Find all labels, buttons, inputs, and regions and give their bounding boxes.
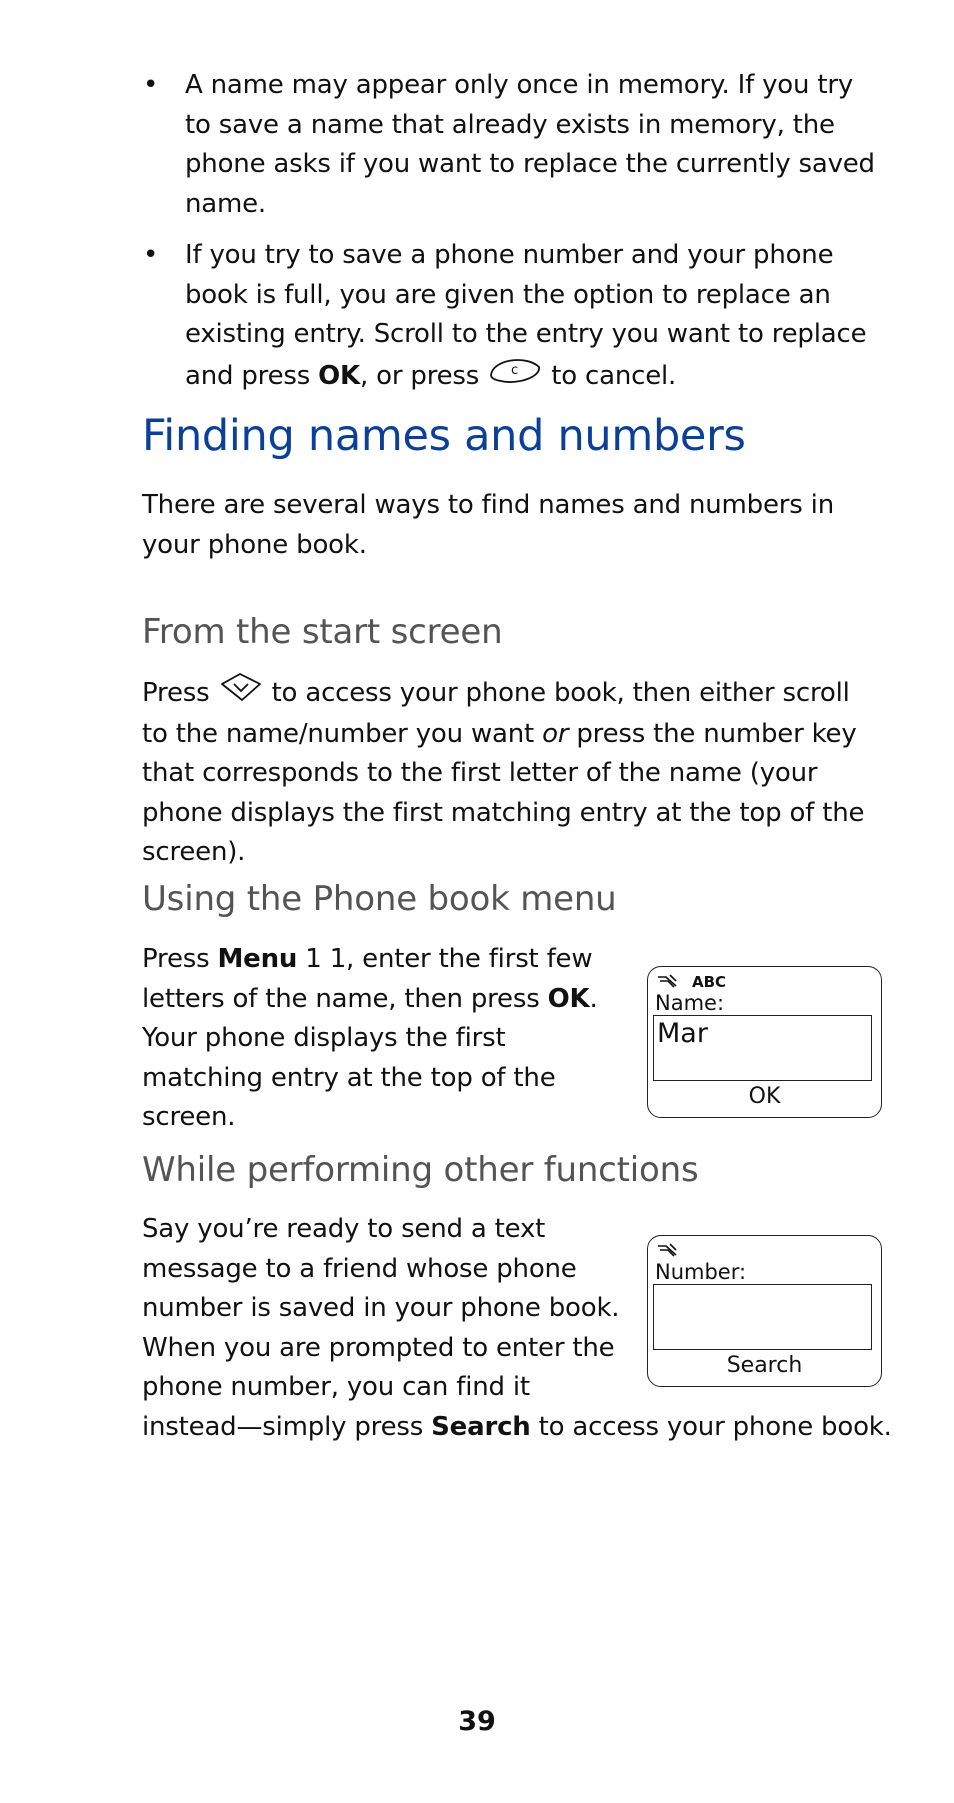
phone-screen-name-search: [647, 966, 882, 1118]
c-key-icon: [487, 355, 543, 398]
bullet-list: [0, 66, 954, 409]
phone-screen-number-entry: [647, 1235, 882, 1387]
input-mode-text: ABC: [692, 973, 727, 991]
paragraph-text: 1 1, enter the first few letters of the name, then press: [142, 944, 593, 1014]
bullet-text: A name may appear only once in memory. If you try to save a name that already exists in memory, the phone asks if you want to replace the currently saved name.: [185, 70, 875, 219]
bullet-item: [0, 66, 885, 224]
paragraph-text: Press: [142, 677, 218, 708]
svg-text:c: c: [511, 362, 519, 378]
section-heading-start-screen: From the start screen: [142, 612, 503, 652]
name-input-value: Mar: [657, 1018, 708, 1049]
paragraph-text: to access your phone book.: [530, 1411, 892, 1442]
bullet-dot: •: [143, 240, 159, 270]
paragraph-text: Say you’re ready to send a text message to a friend whose phone number is saved in your phone book. When you are prompted to enter the phone number, you can find it instead—simply press: [142, 1214, 620, 1442]
name-label: Name:: [655, 991, 725, 1015]
page-number: 39: [458, 1706, 496, 1737]
paragraph-text: . Your phone displays the first matching entry at the top of the screen.: [142, 983, 598, 1132]
phone-book-menu-paragraph: [142, 940, 632, 1138]
bullet-text: If you try to save a phone number and your phone book is full, you are given the option to replace an existing entry. Scroll to the entry you want to replace and press: [185, 240, 867, 391]
pen-icon: [658, 975, 676, 987]
intro-paragraph: There are several ways to find names and numbers in your phone book.: [142, 490, 834, 560]
ok-key-label: OK: [318, 360, 361, 391]
number-label: Number:: [655, 1260, 747, 1284]
paragraph-text: to access your phone book, then either scroll to the name/number you want: [142, 677, 850, 749]
menu-key-label: Menu: [217, 944, 298, 974]
paragraph-text: press the number key that corresponds to the first letter of the name (your phone displays the first matching entry at the top of the screen).: [142, 718, 865, 867]
bullet-dot: •: [143, 70, 159, 100]
bullet-text: , or press: [360, 360, 488, 391]
screen-status-bar: [656, 1240, 686, 1262]
page-title: Finding names and numbers: [142, 411, 746, 461]
bullet-item: [0, 236, 885, 397]
down-scroll-key-icon: [218, 672, 264, 715]
number-input[interactable]: [653, 1284, 872, 1350]
paragraph-text: Press: [142, 944, 218, 974]
bullet-text: to cancel.: [551, 360, 677, 391]
name-input[interactable]: [653, 1015, 872, 1081]
search-key-label: Search: [431, 1411, 531, 1442]
italic-or: or: [542, 718, 569, 749]
screen-status-bar: [656, 971, 746, 993]
section-heading-other-functions: While performing other functions: [142, 1150, 699, 1190]
section-heading-phone-book-menu: Using the Phone book menu: [142, 879, 617, 919]
pen-icon: [658, 1244, 676, 1256]
ok-softkey[interactable]: OK: [748, 1084, 781, 1109]
search-softkey[interactable]: Search: [726, 1353, 803, 1378]
start-screen-paragraph: [142, 672, 882, 873]
ok-key-label: OK: [547, 983, 590, 1014]
